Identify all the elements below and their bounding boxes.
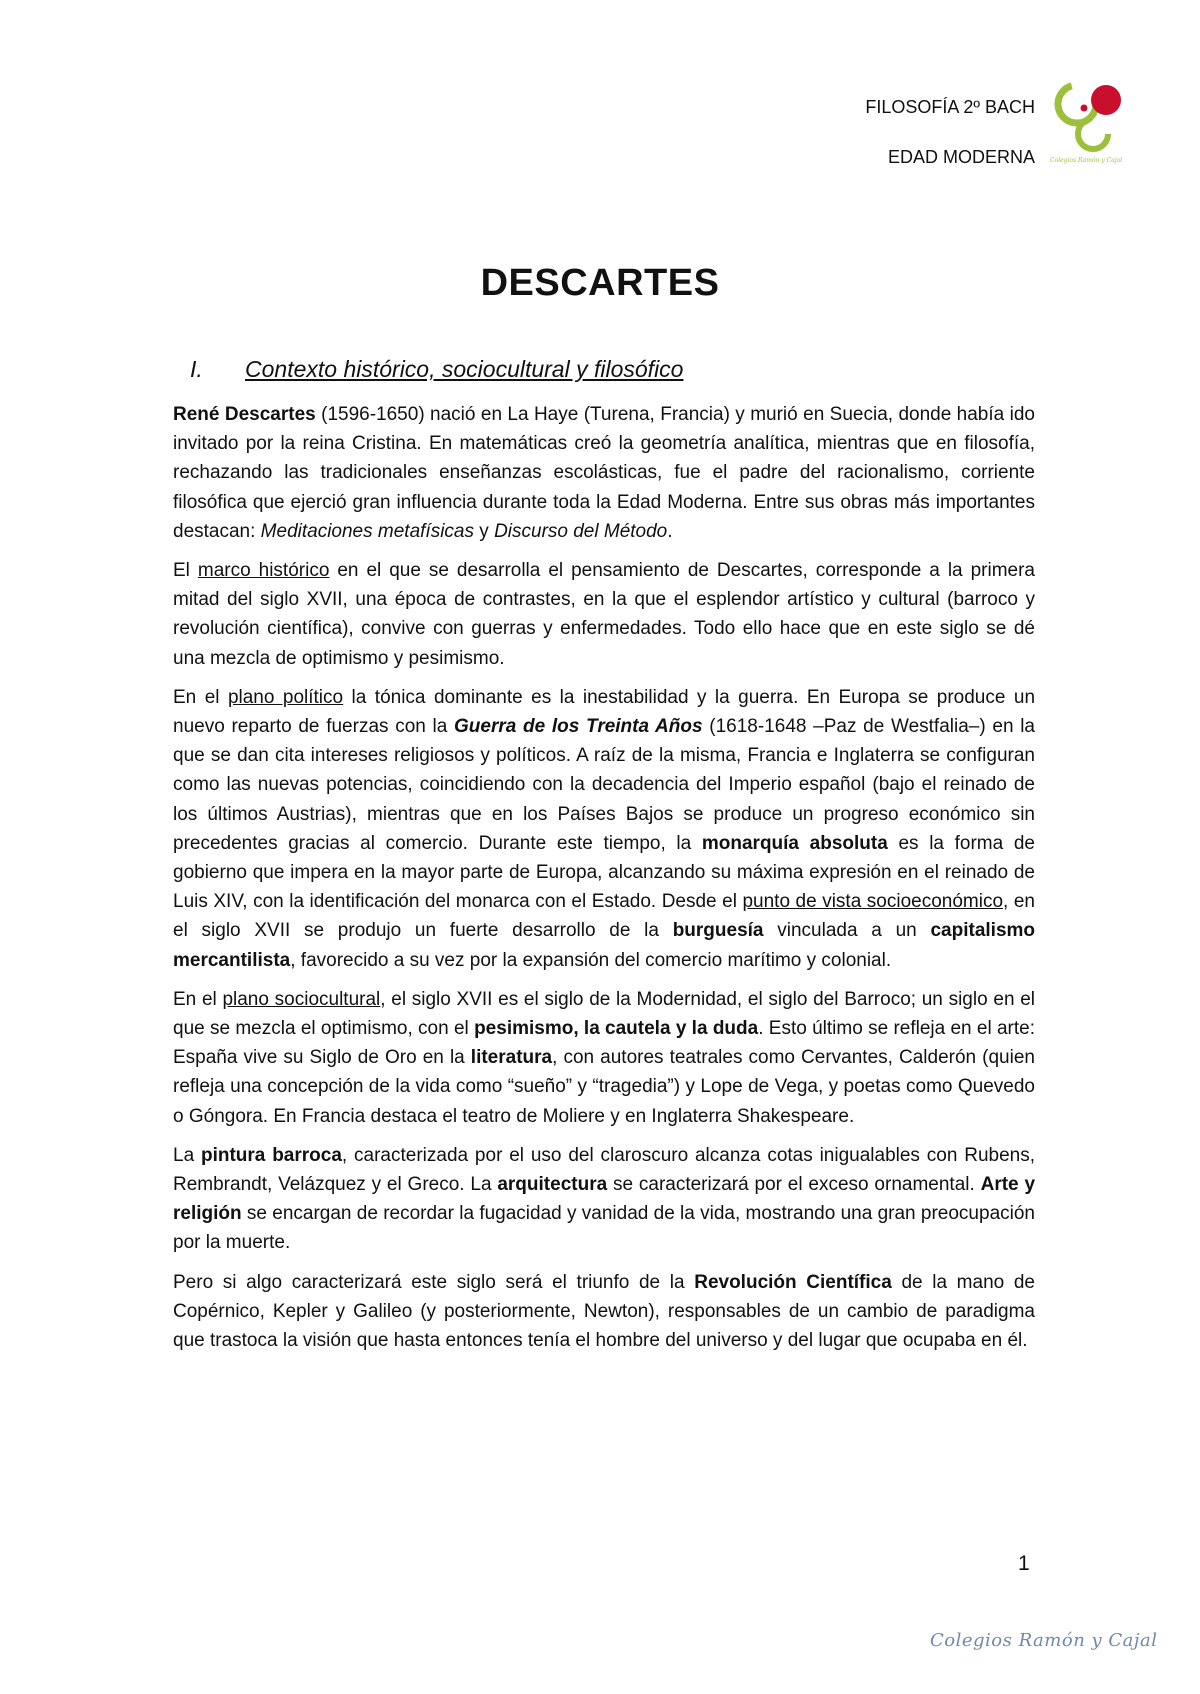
document-title: DESCARTES <box>480 262 720 304</box>
text-run: Arte y religión <box>173 1174 1036 1225</box>
text-run: en el que se desarrolla el pensamiento de Descartes, corresponde a la primera mitad del siglo XVII, una época de contrastes, en la que el esplendor artístico y cultural (barroco y revolución científica), convive con guerras y enfermedades. Todo ello hace que en este siglo se dé una mezcla de optimismo y pesimismo. <box>173 560 1035 669</box>
text-run: , favorecido a su vez por la expansión del comercio marítimo y colonial. <box>290 949 892 971</box>
text-run: y <box>474 520 495 542</box>
text-run: plano sociocultural <box>222 988 381 1010</box>
text-run: monarquía absoluta <box>701 832 888 854</box>
text-run: , en el siglo XVII se produjo un fuerte desarrollo de la <box>173 891 1035 942</box>
text-run: Discurso del Método <box>494 520 668 542</box>
text-run: Guerra de los Treinta Años <box>454 716 703 738</box>
text-run: punto de vista socioeconómico <box>742 891 1004 913</box>
text-run: En el <box>173 686 228 708</box>
paragraph <box>173 1141 1035 1258</box>
text-run: (1596-1650) nació en La Haye (Turena, Francia) y murió en Suecia, donde había ido invitado por la reina Cristina. En matemáticas creó la geometría analítica, mientras que en filosofía, rechazando las tradicionales enseñanzas escolásticas, fue el padre del racionalismo, corriente filosófica que ejerció gran influencia durante toda la Edad Moderna. Entre sus obras más importantes destacan: <box>173 404 1035 542</box>
page-header <box>865 82 1035 182</box>
paragraph <box>173 683 1035 975</box>
text-run: Pero si algo caracterizará este siglo será el triunfo de la <box>173 1271 695 1293</box>
text-run: En el <box>173 988 223 1010</box>
footer-signature: Colegios Ramón y Cajal <box>930 1630 1158 1651</box>
text-run: marco histórico <box>197 560 330 582</box>
header-period: EDAD MODERNA <box>887 147 1035 167</box>
paragraph <box>173 556 1035 673</box>
text-run: de la mano de Copérnico, Kepler y Galileo (y posteriormente, Newton), responsables de un cambio de paradigma que trastoca la visión que hasta entonces tenía el hombre del universo y del lugar que ocupaba en él. <box>173 1271 1035 1352</box>
text-run: (1618-1648 –Paz de Westfalia–) en la que se dan cita intereses religiosos y políticos. A raíz de la misma, Francia e Inglaterra se configuran como las nuevas potencias, coincidiendo con la decadencia del Imperio español (bajo el reinado de los últimos Austrias), mientras que en los Países Bajos se produce un progreso económico sin precedentes gracias al comercio. Durante este tiempo, la <box>173 716 1035 854</box>
section-heading-text: Contexto histórico, sociocultural y filosófico <box>245 356 684 382</box>
text-run: , el siglo XVII es el siglo de la Modernidad, el siglo del Barroco; un siglo en el que se mezcla el optimismo, con el <box>173 988 1036 1040</box>
body-text <box>173 400 1035 1365</box>
text-run: arquitectura <box>497 1174 608 1196</box>
text-run: es la forma de gobierno que impera en la mayor parte de Europa, alcanzando su máxima expresión en el reinado de Luis XIV, con la identificación del monarca con el Estado. Desde el <box>173 832 1036 913</box>
header-course: FILOSOFÍA 2º BACH <box>865 97 1035 117</box>
paragraph <box>173 400 1035 546</box>
text-run: Revolución Científica <box>694 1271 892 1293</box>
paragraph <box>173 1268 1035 1356</box>
text-run: burguesía <box>672 920 764 942</box>
school-logo <box>1050 74 1132 166</box>
logo-text: Colegios Ramón y Cajal <box>1050 157 1123 164</box>
text-run: El <box>173 560 198 582</box>
text-run: . Esto último se refleja en el arte: España vive su Siglo de Oro en la <box>173 1018 1036 1069</box>
section-heading <box>190 356 683 383</box>
text-run: , con autores teatrales como Cervantes, Calderón (quien refleja una concepción de la vida como “sueño” y “tragedia”) y Lope de Vega, y poetas como Quevedo o Góngora. En Francia destaca el teatro de Moliere y en Inglaterra Shakespeare. <box>173 1047 1035 1127</box>
text-run: René Descartes <box>173 404 316 425</box>
text-run: se encargan de recordar la fugacidad y vanidad de la vida, mostrando una gran preocupación por la muerte. <box>173 1203 1035 1254</box>
text-run: vinculada a un <box>763 920 931 942</box>
text-run: , caracterizada por el uso del claroscuro alcanza cotas inigualables con Rubens, Rembrandt, Velázquez y el Greco. La <box>173 1144 1035 1196</box>
text-run: plano político <box>227 686 344 708</box>
text-run: . <box>667 520 673 542</box>
text-run: pintura barroca <box>200 1144 342 1166</box>
text-run: capitalismo mercantilista <box>173 920 1036 971</box>
paragraph <box>173 985 1035 1131</box>
page-number: 1 <box>1018 1552 1030 1575</box>
text-run: la tónica dominante es la inestabilidad y la guerra. En Europa se produce un nuevo reparto de fuerzas con la <box>173 686 1036 738</box>
text-run: se caracterizará por el exceso ornamental. <box>607 1174 981 1196</box>
text-run: literatura <box>470 1047 553 1069</box>
text-run: Meditaciones metafísicas <box>260 520 474 542</box>
text-run: pesimismo, la cautela y la duda <box>474 1018 759 1040</box>
section-number: I. <box>190 356 203 382</box>
text-run: La <box>173 1144 201 1166</box>
